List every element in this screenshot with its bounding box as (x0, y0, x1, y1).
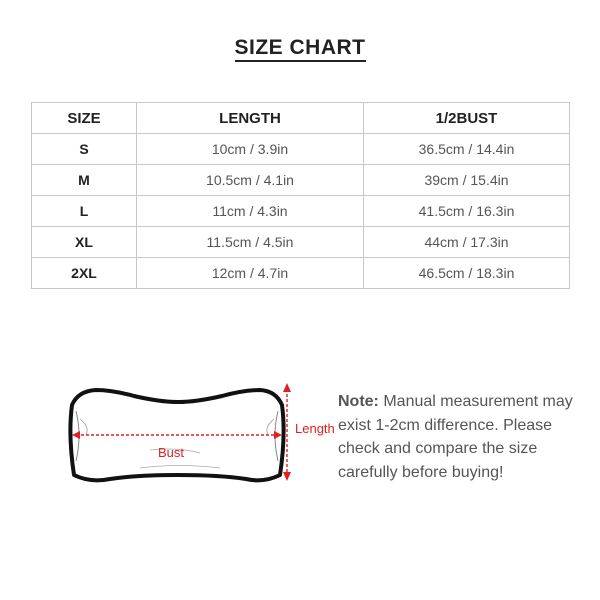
table-row (32, 258, 570, 289)
bust-cell: 36.5cm / 14.4in (364, 134, 570, 165)
bust-cell: 39cm / 15.4in (364, 165, 570, 196)
table-row (32, 227, 570, 258)
size-cell: L (32, 196, 137, 227)
length-cell: 11.5cm / 4.5in (137, 227, 364, 258)
length-cell: 10cm / 3.9in (137, 134, 364, 165)
size-cell: XL (32, 227, 137, 258)
title-text: SIZE CHART (235, 36, 366, 62)
bust-label: Bust (158, 445, 185, 460)
note-text: Manual measurement may exist 1-2cm difference. Please check and compare the size carefully before buying! (338, 393, 573, 481)
table-row (32, 165, 570, 196)
bust-cell: 44cm / 17.3in (364, 227, 570, 258)
length-cell: 10.5cm / 4.1in (137, 165, 364, 196)
length-arrow-top (283, 383, 291, 392)
table-header-row (32, 103, 570, 134)
measurement-note (338, 390, 583, 484)
measurement-diagram (50, 375, 335, 500)
table-row (32, 196, 570, 227)
column-header-half-bust: 1/2BUST (364, 103, 570, 134)
bust-cell: 46.5cm / 18.3in (364, 258, 570, 289)
size-chart-title (0, 36, 600, 60)
length-cell: 12cm / 4.7in (137, 258, 364, 289)
column-header-size: SIZE (32, 103, 137, 134)
note-label: Note: (338, 393, 379, 410)
size-table (31, 102, 570, 289)
column-header-length: LENGTH (137, 103, 364, 134)
bust-cell: 41.5cm / 16.3in (364, 196, 570, 227)
length-label: Length (295, 421, 335, 436)
size-cell: S (32, 134, 137, 165)
length-arrow-bottom (283, 472, 291, 481)
size-cell: 2XL (32, 258, 137, 289)
length-cell: 11cm / 4.3in (137, 196, 364, 227)
table-row (32, 134, 570, 165)
size-cell: M (32, 165, 137, 196)
